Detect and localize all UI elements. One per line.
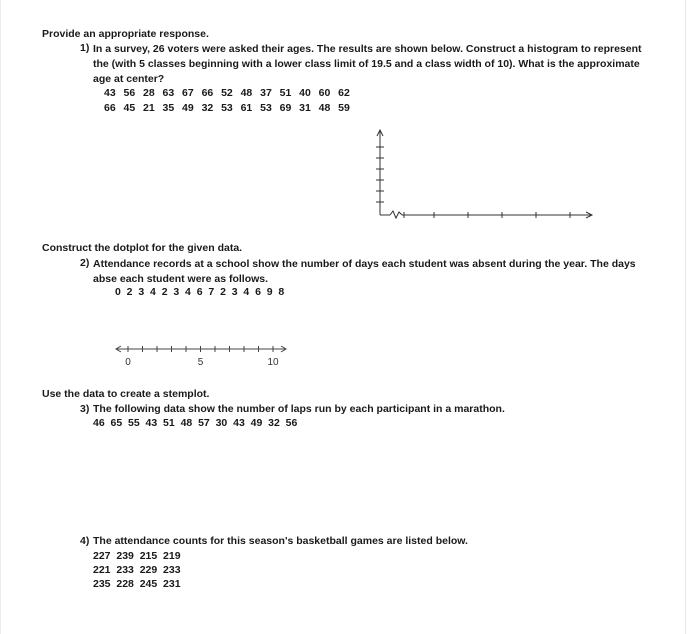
page-left-edge xyxy=(0,0,1,634)
question-4-data-row-2: 221 233 229 233 xyxy=(93,564,181,576)
question-2-number: 2) xyxy=(80,257,90,269)
question-4-number: 4) xyxy=(80,535,90,547)
axis-label-5: 5 xyxy=(197,357,204,368)
question-1-data-row-1: 43 56 28 63 67 66 52 48 37 51 40 60 62 xyxy=(104,87,350,99)
question-1-text: In a survey, 26 voters were asked their ages. The results are shown below. Construct a histogram to represent the (with 5 classes beginning with a lower class limit of 19.5 and a class width of 10). What is the approximate age at center? xyxy=(93,43,642,85)
page-right-edge xyxy=(685,0,686,634)
dotplot-number-line xyxy=(110,340,295,370)
question-1-data-row-2: 66 45 21 35 49 32 53 61 53 69 31 48 59 xyxy=(104,102,350,114)
axis-label-0: 0 xyxy=(125,357,131,368)
section-1-heading: Provide an appropriate response. xyxy=(42,28,209,40)
histogram-axis-break xyxy=(390,211,402,218)
section-3-heading: Use the data to create a stemplot. xyxy=(42,388,210,400)
question-4-data-row-1: 227 239 215 219 xyxy=(93,550,181,562)
question-2-data: 0 2 3 4 2 3 4 6 7 2 3 4 6 9 8 xyxy=(115,286,285,298)
question-1-number: 1) xyxy=(80,42,90,54)
question-3-text: The following data show the number of laps run by each participant in a marathon. xyxy=(93,403,505,415)
question-4-data-row-3: 235 228 245 231 xyxy=(93,578,181,590)
axis-label-10: 10 xyxy=(267,357,279,368)
question-3-data: 46 65 55 43 51 48 57 30 43 49 32 56 xyxy=(93,417,298,429)
question-4-text: The attendance counts for this season's basketball games are listed below. xyxy=(93,535,468,547)
histogram-axes xyxy=(370,125,600,225)
question-2-text: Attendance records at a school show the number of days each student was absent during the year. The days abse each student were as follows. xyxy=(93,258,636,285)
question-3-number: 3) xyxy=(80,403,90,415)
section-2-heading: Construct the dotplot for the given data. xyxy=(42,242,243,254)
